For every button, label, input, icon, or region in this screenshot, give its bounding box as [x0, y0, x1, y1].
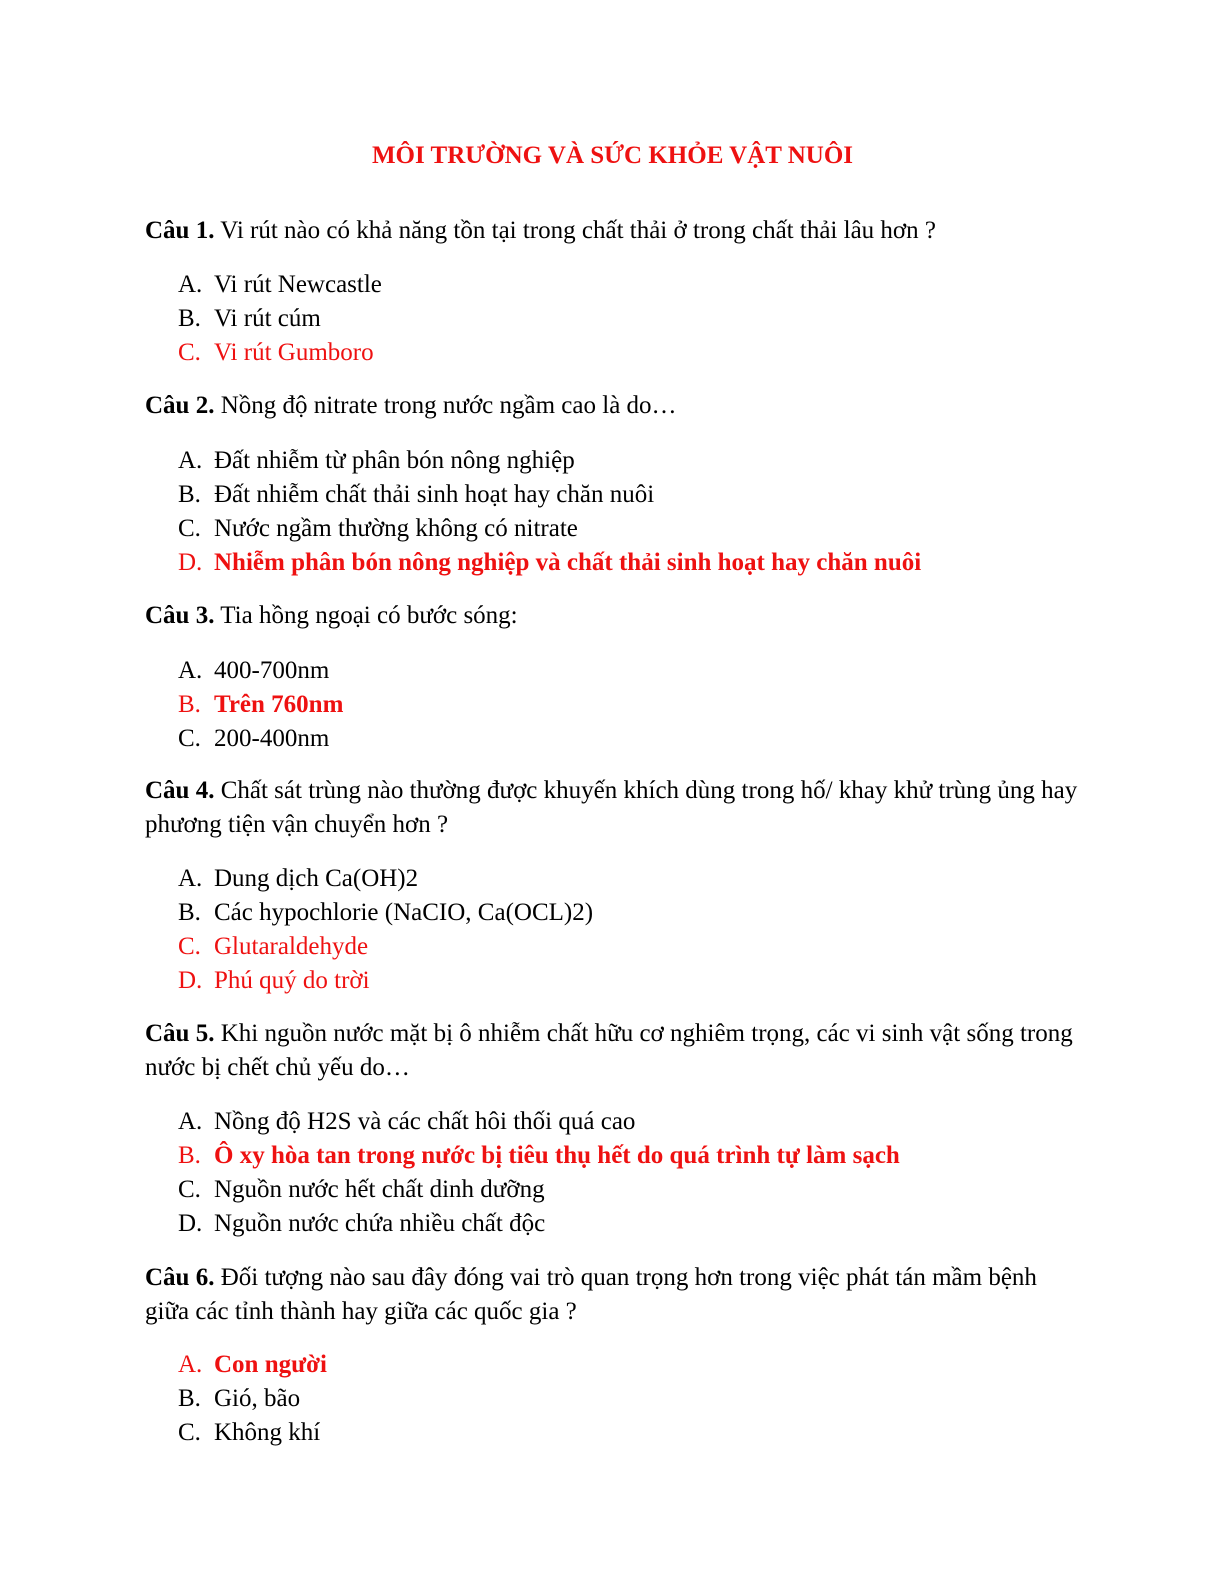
- question-6: [145, 1261, 1085, 1329]
- question-1: [145, 214, 1085, 248]
- option-b: B. Đất nhiễm chất thải sinh hoạt hay chăn nuôi: [178, 481, 655, 508]
- option-c-answer: C. Vi rút Gumboro: [178, 339, 374, 366]
- option-d-answer: D. Phú quý do trời: [178, 967, 370, 994]
- option-a: A. Vi rút Newcastle: [178, 271, 382, 298]
- question-number: Câu 6.: [145, 1264, 215, 1291]
- question-text: Nồng độ nitrate trong nước ngầm cao là do…: [214, 392, 677, 419]
- question-4-options: [178, 862, 1078, 998]
- question-1-options: [178, 268, 1078, 370]
- question-text: Đối tượng nào sau đây đóng vai trò quan trọng hơn trong việc phát tán mầm bệnh giữa các tỉnh thành hay giữa các quốc gia ?: [145, 1264, 1037, 1325]
- question-5-options: [178, 1105, 1078, 1241]
- question-number: Câu 4.: [145, 777, 215, 804]
- option-a: A. 400-700nm: [178, 657, 330, 684]
- question-2-options: [178, 444, 1078, 580]
- question-text: Khi nguồn nước mặt bị ô nhiễm chất hữu cơ nghiêm trọng, các vi sinh vật sống trong nước bị chết chủ yếu do…: [145, 1020, 1073, 1081]
- question-number: Câu 3.: [145, 602, 215, 629]
- option-d: D. Nguồn nước chứa nhiều chất độc: [178, 1210, 546, 1237]
- question-6-options: [178, 1348, 1078, 1450]
- question-text: Tia hồng ngoại có bước sóng:: [214, 602, 518, 629]
- option-c: C. Không khí: [178, 1419, 321, 1446]
- question-text: Chất sát trùng nào thường được khuyến khích dùng trong hố/ khay khử trùng ủng hay phương tiện vận chuyển hơn ?: [145, 777, 1078, 838]
- option-a: A. Đất nhiễm từ phân bón nông nghiệp: [178, 447, 575, 474]
- option-c: C. Nguồn nước hết chất dinh dưỡng: [178, 1176, 545, 1203]
- question-5: [145, 1017, 1085, 1085]
- question-number: Câu 2.: [145, 392, 215, 419]
- option-d-answer: D. Nhiễm phân bón nông nghiệp và chất thải sinh hoạt hay chăn nuôi: [178, 549, 922, 576]
- question-3-options: [178, 654, 1078, 756]
- option-c: C. Nước ngầm thường không có nitrate: [178, 515, 578, 542]
- option-c: C. 200-400nm: [178, 725, 330, 752]
- option-b: B. Các hypochlorie (NaCIO, Ca(OCL)2): [178, 899, 594, 926]
- question-3: [145, 599, 1085, 633]
- option-a-answer: A. Con người: [178, 1351, 327, 1378]
- question-text: Vi rút nào có khả năng tồn tại trong chất thải ở trong chất thải lâu hơn ?: [214, 217, 936, 244]
- option-c-answer: C. Glutaraldehyde: [178, 933, 369, 960]
- option-a: A. Nồng độ H2S và các chất hôi thối quá cao: [178, 1108, 636, 1135]
- option-b: B. Vi rút cúm: [178, 305, 321, 332]
- option-b: B. Gió, bão: [178, 1385, 301, 1412]
- option-b-answer: B. Ô xy hòa tan trong nước bị tiêu thụ hết do quá trình tự làm sạch: [178, 1142, 900, 1169]
- question-2: [145, 389, 1085, 423]
- option-b-answer: B. Trên 760nm: [178, 691, 344, 718]
- option-a: A. Dung dịch Ca(OH)2: [178, 865, 419, 892]
- document-title: MÔI TRƯỜNG VÀ SỨC KHỎE VẬT NUÔI: [371, 142, 854, 169]
- question-number: Câu 1.: [145, 217, 215, 244]
- question-number: Câu 5.: [145, 1020, 215, 1047]
- question-4: [145, 774, 1085, 842]
